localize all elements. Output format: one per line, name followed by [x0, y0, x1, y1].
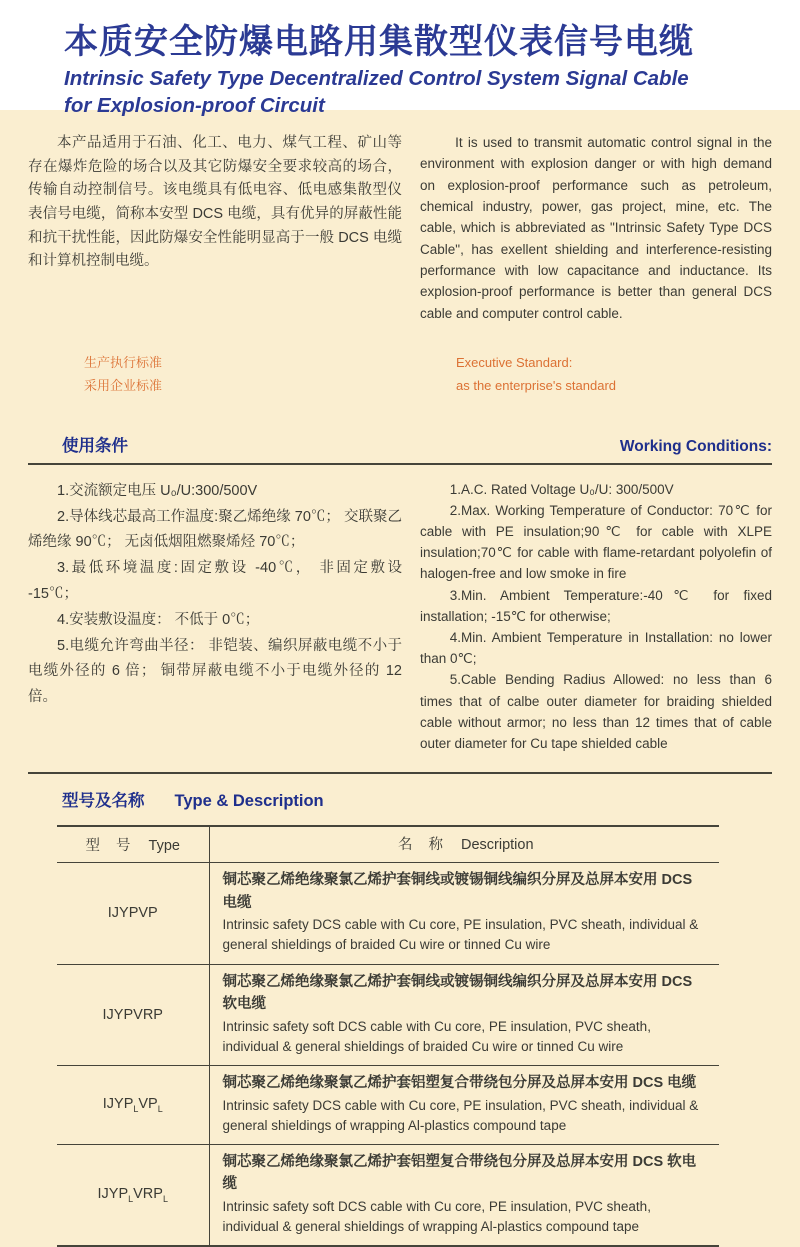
type-heading-english: Type & Description — [174, 792, 324, 811]
page-title-chinese: 本质安全防爆电路用集散型仪表信号电缆 — [64, 23, 694, 61]
description-chinese: 铜芯聚乙烯绝缘聚氯乙烯护套铜线或镀锡铜线编织分屏及总屏本安用 DCS 电缆 — [222, 872, 693, 911]
condition-en-item: 4.Min. Ambient Temperature in Installation: no lower than 0℃; — [420, 630, 772, 667]
type-description-cell — [209, 1066, 719, 1145]
type-description-table — [57, 825, 719, 1247]
page-title-english — [64, 65, 780, 119]
condition-cn-item: 2.导体线芯最高工作温度:聚乙烯绝缘 70℃； 交联聚乙烯绝缘 90℃； 无卤低烟阻燃聚烯烃 70℃； — [28, 508, 402, 551]
condition-cn-item: 1.交流额定电压 U₀/U:300/500V — [57, 482, 258, 499]
intro-section — [28, 132, 772, 324]
type-heading-chinese: 型号及名称 — [62, 792, 145, 811]
condition-cn-item: 3.最低环境温度:固定敷设 -40℃， 非固定敷设 -15℃； — [28, 560, 402, 602]
type-code: IJYPVP — [57, 863, 209, 964]
standards-en-line1: Executive Standard: — [456, 354, 573, 370]
working-conditions-heading-chinese: 使用条件 — [62, 436, 128, 455]
description-english: Intrinsic safety DCS cable with Cu core, PE insulation, PVC sheath, individual & general shieldings of wrapping Al-plastics compound tape — [222, 1097, 699, 1133]
table-header-description-cn: 名 称 — [397, 837, 449, 854]
working-conditions-heading-row — [28, 432, 772, 465]
table-header-type — [57, 826, 209, 863]
standards-section — [28, 351, 772, 398]
table-header-row — [57, 826, 719, 863]
conditions-list-chinese — [28, 479, 402, 754]
table-header-type-cn: 型 号 — [85, 838, 137, 855]
page-title-english-line2: for Explosion-proof Circuit — [64, 94, 325, 118]
table-row — [57, 964, 719, 1065]
type-section-heading-row — [28, 772, 772, 811]
standards-english — [420, 351, 772, 398]
table-header-description — [209, 826, 719, 863]
standards-chinese — [28, 351, 402, 398]
table-header-type-en: Type — [148, 838, 180, 855]
type-description-cell — [209, 1145, 719, 1247]
working-conditions-section — [28, 479, 772, 754]
description-chinese: 铜芯聚乙烯绝缘聚氯乙烯护套铜线或镀锡铜线编织分屏及总屏本安用 DCS 软电缆 — [222, 973, 693, 1013]
intro-paragraph-english: It is used to transmit automatic control signal in the environment with explosion danger or with high demand on explosion-proof performance such as petroleum, chemical industry, power, gas project, mine, etc. The cable, which is abbreviated as "Intrinsic Safety Type DCS Cable", has exellent shielding and interference-resisting performance with low capacitance and inductance. Its explosion-proof performance is better than general DCS cable and computer control cable. — [420, 135, 772, 321]
page-title-english-line1: Intrinsic Safety Type Decentralized Control System Signal Cable — [64, 67, 689, 91]
table-header-description-en: Description — [461, 837, 534, 854]
table-row — [57, 863, 719, 964]
description-chinese: 铜芯聚乙烯绝缘聚氯乙烯护套铝塑复合带绕包分屏及总屏本安用 DCS 电缆 — [222, 1075, 697, 1092]
working-conditions-heading-english: Working Conditions: — [619, 437, 772, 455]
page-header — [0, 0, 800, 118]
condition-en-item: 2.Max. Working Temperature of Conductor: 70℃ for cable with PE insulation;90℃ for cable with XLPE insulation;70℃ for cable with flame-retardant polyolefin of halogen-free and low smoke in fire — [420, 502, 772, 582]
type-section-heading — [62, 787, 772, 811]
description-english: Intrinsic safety soft DCS cable with Cu core, PE insulation, PVC sheath, individual & general shieldings of wrapping Al-plastics compound tape — [222, 1198, 651, 1235]
standards-en-line2: as the enterprise's standard — [456, 378, 617, 394]
condition-en-item: 1.A.C. Rated Voltage U₀/U: 300/500V — [449, 481, 674, 497]
page-body — [0, 132, 800, 1247]
condition-en-item: 5.Cable Bending Radius Allowed: no less than 6 times that of calbe outer diameter for braiding shielded cable without armor; no less than 12 times that of cable outer diameter for Cu tape shielded cable — [420, 672, 772, 751]
condition-cn-item: 5.电缆允许弯曲半径： 非铠装、编织屏蔽电缆不小于电缆外径的 6 倍； 铜带屏蔽电缆不小于电缆外径的 12 倍。 — [28, 637, 402, 706]
condition-en-item: 3.Min. Ambient Temperature:-40℃ for fixed installation; -15℃ for otherwise; — [420, 587, 772, 624]
intro-paragraph-chinese: 本产品适用于石油、化工、电力、煤气工程、矿山等存在爆炸危险的场合以及其它防爆安全要求较高的场合，传输自动控制信号。该电缆具有低电容、低电感集散型仪表信号电缆，简称本安型 DCS 电缆，具有优异的屏蔽性能和抗干扰性能，因此防爆安全性能明显高于一般 DCS 电缆和计算机控制电缆。 — [28, 135, 402, 270]
description-english: Intrinsic safety DCS cable with Cu core, PE insulation, PVC sheath, individual & general shieldings of braided Cu wire or tinned Cu wire — [222, 917, 699, 953]
description-chinese: 铜芯聚乙烯绝缘聚氯乙烯护套铝塑复合带绕包分屏及总屏本安用 DCS 软电缆 — [222, 1154, 697, 1193]
table-row — [57, 1145, 719, 1247]
table-row — [57, 1066, 719, 1145]
description-english: Intrinsic safety soft DCS cable with Cu core, PE insulation, PVC sheath, individual & general shieldings of braided Cu wire or tinned Cu wire — [222, 1018, 651, 1054]
type-code: $IJYP_LVRP_L$ — [57, 1145, 209, 1247]
type-description-cell — [209, 863, 719, 964]
standards-cn-line2: 采用企业标准 — [84, 378, 163, 394]
conditions-list-english — [420, 479, 772, 754]
type-description-cell — [209, 964, 719, 1065]
condition-cn-item: 4.安装敷设温度： 不低于 0℃； — [57, 611, 260, 628]
standards-cn-line1: 生产执行标准 — [84, 354, 163, 370]
type-code: $IJYP_LVP_L$ — [57, 1066, 209, 1145]
type-code: IJYPVRP — [57, 964, 209, 1065]
